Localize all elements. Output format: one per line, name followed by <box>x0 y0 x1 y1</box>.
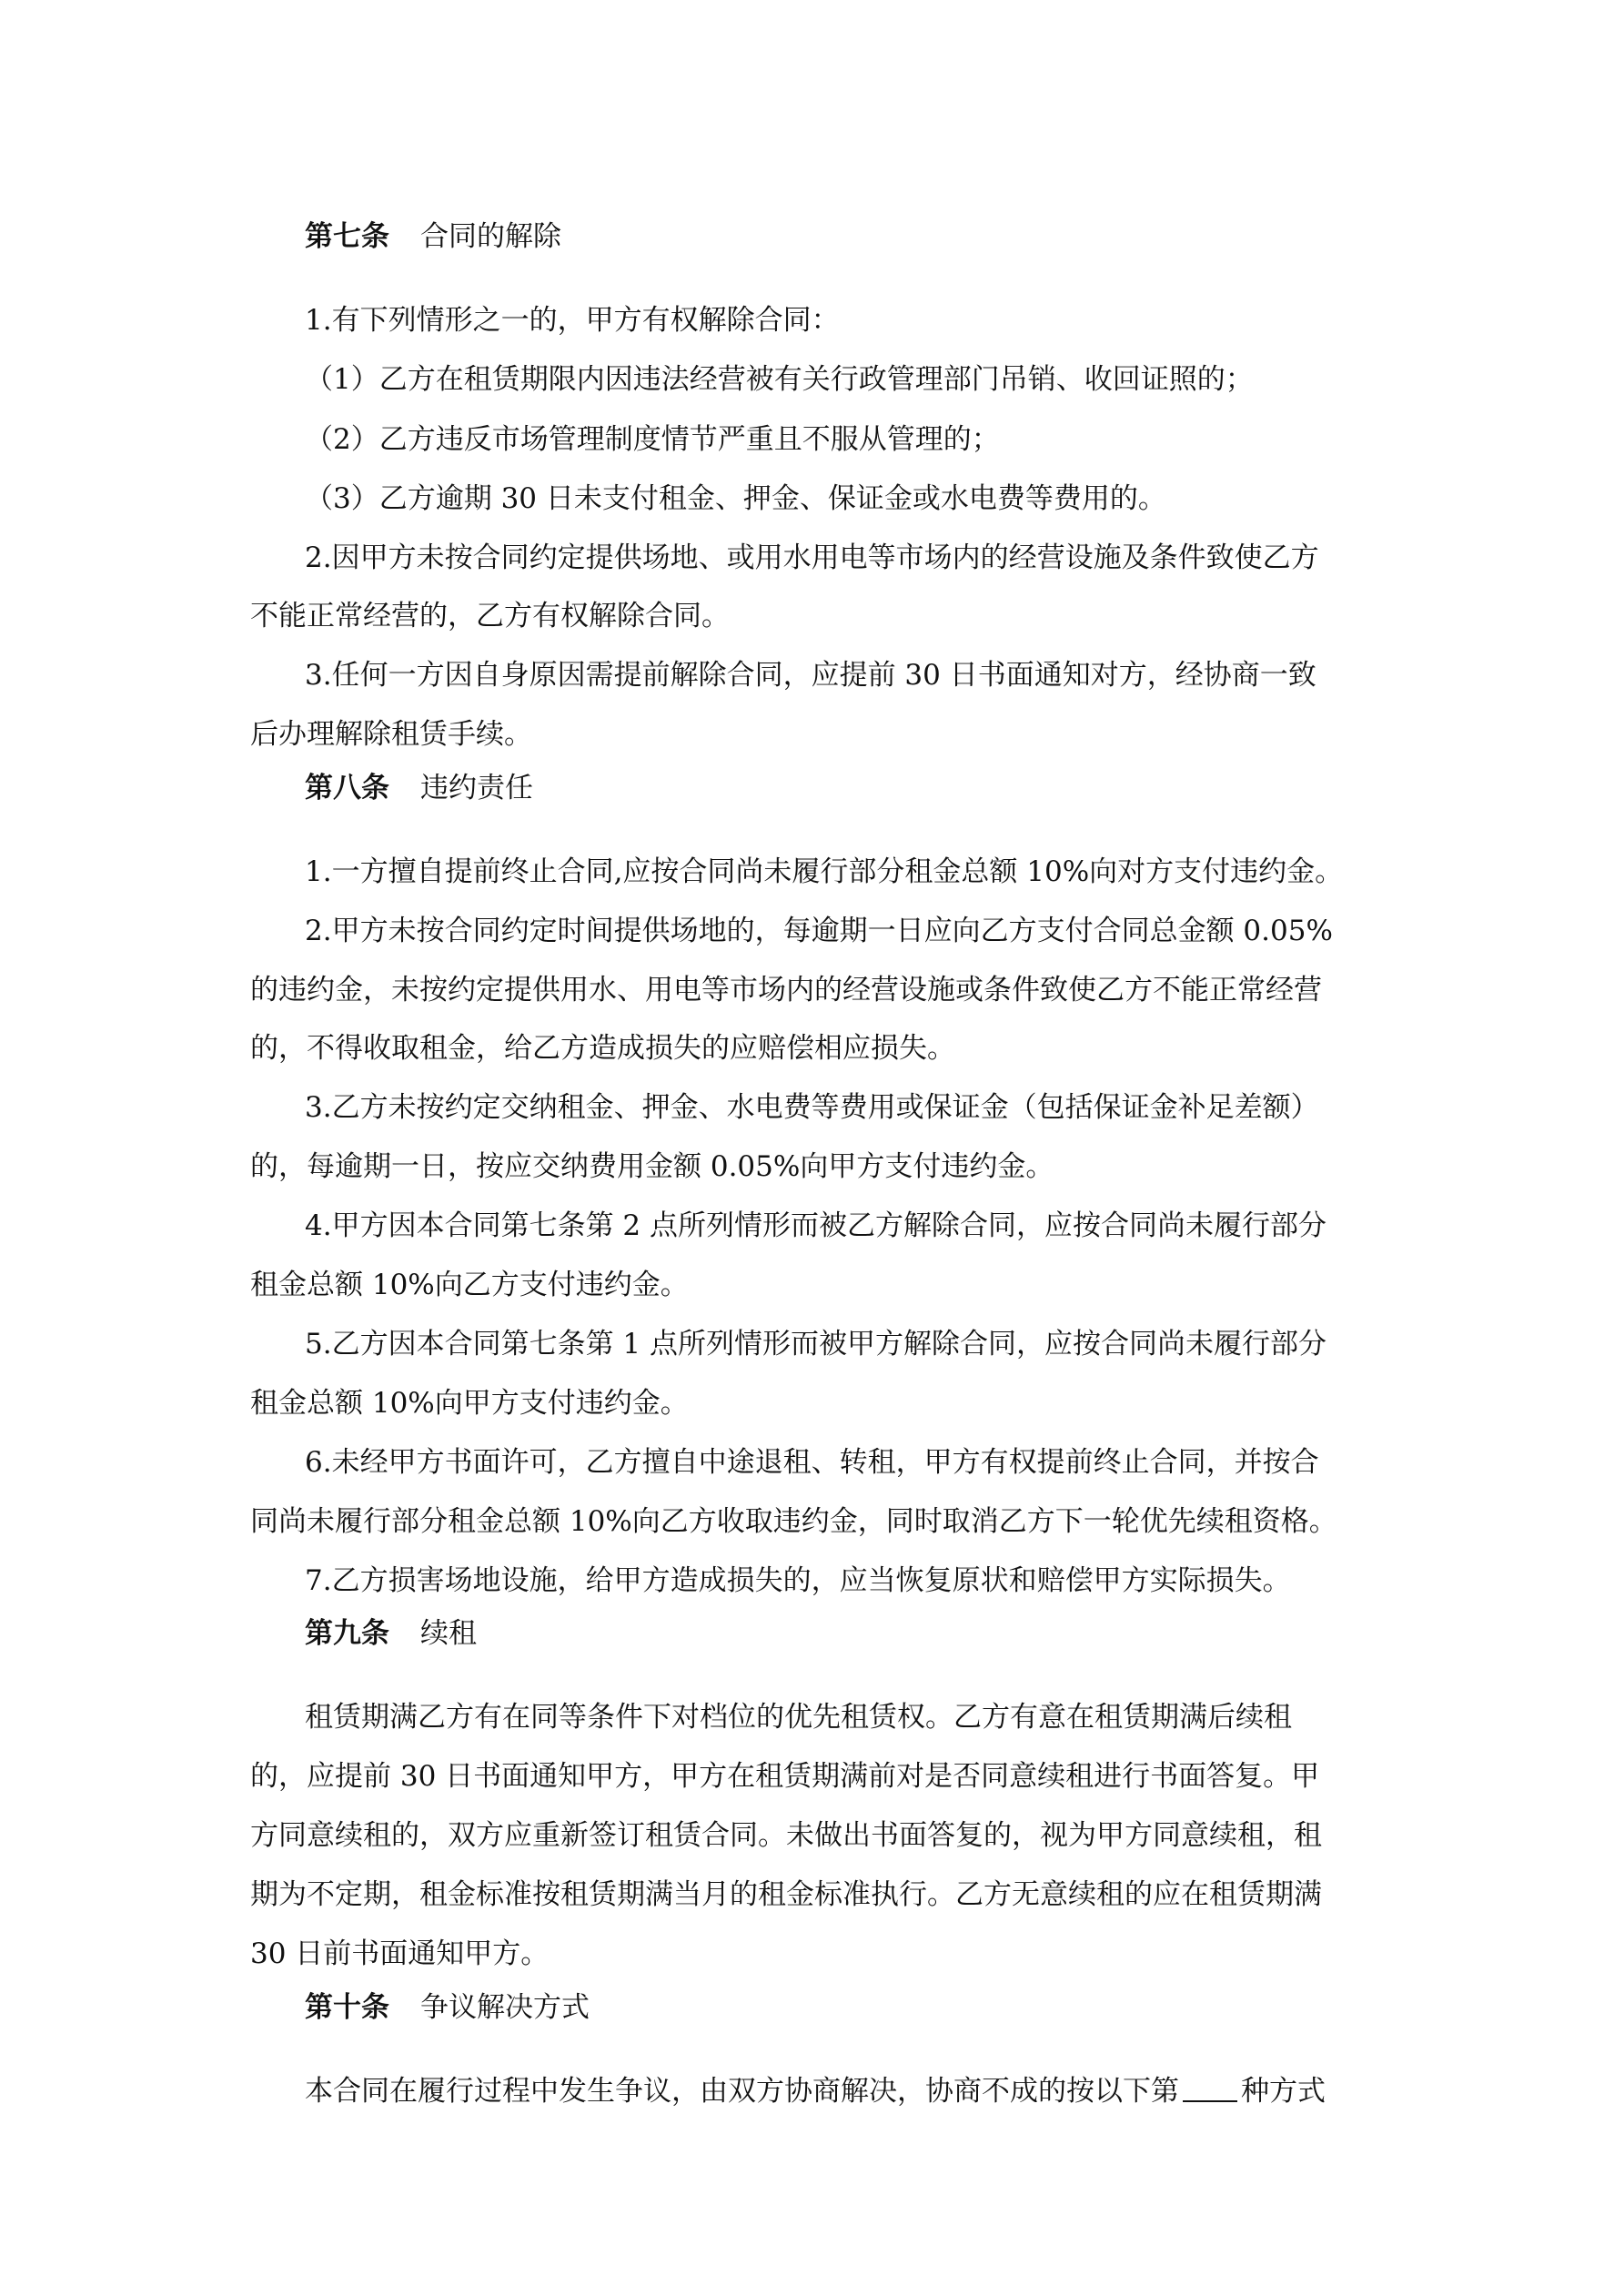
paragraph-line: 1.有下列情形之一的，甲方有权解除合同： <box>305 304 840 337</box>
paragraph-line: （3）乙方逾期 30 日未支付租金、押金、保证金或水电费等费用的。 <box>305 482 1166 515</box>
section-title: 争议解决方式 <box>420 1991 590 2024</box>
paragraph-line: 的，应提前 30 日书面通知甲方，甲方在租赁期满前对是否同意续租进行书面答复。甲 <box>250 1760 1320 1793</box>
paragraph-line: 方同意续租的，双方应重新签订租赁合同。未做出书面答复的，视为甲方同意续租，租 <box>250 1819 1322 1852</box>
paragraph-line: 期为不定期，租金标准按租赁期满当月的租金标准执行。乙方无意续租的应在租赁期满 <box>250 1878 1322 1911</box>
paragraph-line: 租赁期满乙方有在同等条件下对档位的优先租赁权。乙方有意在租赁期满后续租 <box>305 1701 1292 1734</box>
paragraph-line: （1）乙方在租赁期限内因违法经营被有关行政管理部门吊销、收回证照的； <box>305 363 1254 396</box>
paragraph-line: 的，不得收取租金，给乙方造成损失的应赔偿相应损失。 <box>250 1032 955 1065</box>
paragraph-line: 3.任何一方因自身原因需提前解除合同，应提前 30 日书面通知对方，经协商一致 <box>305 659 1316 692</box>
fill-in-blank <box>1183 2077 1237 2102</box>
section-title: 合同的解除 <box>420 220 561 253</box>
paragraph-line: 租金总额 10%向甲方支付违约金。 <box>250 1387 689 1420</box>
section-title: 续租 <box>420 1617 477 1650</box>
paragraph-line: 租金总额 10%向乙方支付违约金。 <box>250 1269 689 1301</box>
section-number: 第八条 <box>305 772 389 804</box>
section-number: 第七条 <box>305 220 389 253</box>
paragraph-line: 1.一方擅自提前终止合同,应按合同尚未履行部分租金总额 10%向对方支付违约金。 <box>305 855 1344 888</box>
paragraph-line: 6.未经甲方书面许可，乙方擅自中途退租、转租，甲方有权提前终止合同，并按合 <box>305 1446 1319 1479</box>
paragraph-text: 本合同在履行过程中发生争议，由双方协商解决，协商不成的按以下第 <box>305 2075 1179 2108</box>
paragraph-line: 的，每逾期一日，按应交纳费用金额 0.05%向甲方支付违约金。 <box>250 1150 1054 1183</box>
paragraph-line: 5.乙方因本合同第七条第 1 点所列情形而被甲方解除合同，应按合同尚未履行部分 <box>305 1328 1327 1360</box>
paragraph-line: 后办理解除租赁手续。 <box>250 718 532 751</box>
paragraph-line <box>305 2073 1326 2109</box>
paragraph-line: 的违约金，未按约定提供用水、用电等市场内的经营设施或条件致使乙方不能正常经营 <box>250 974 1322 1006</box>
paragraph-line: 同尚未履行部分租金总额 10%向乙方收取违约金，同时取消乙方下一轮优先续租资格。 <box>250 1505 1337 1538</box>
paragraph-line: 4.甲方因本合同第七条第 2 点所列情形而被乙方解除合同，应按合同尚未履行部分 <box>305 1209 1327 1242</box>
section-number: 第十条 <box>305 1991 389 2024</box>
paragraph-text: 种方式 <box>1241 2075 1326 2108</box>
paragraph-line: 7.乙方损害场地设施，给甲方造成损失的，应当恢复原状和赔偿甲方实际损失。 <box>305 1564 1291 1597</box>
section-heading <box>305 1989 590 2026</box>
paragraph-line: （2）乙方违反市场管理制度情节严重且不服从管理的； <box>305 423 1000 456</box>
paragraph-line: 不能正常经营的，乙方有权解除合同。 <box>250 600 730 632</box>
paragraph-line: 3.乙方未按约定交纳租金、押金、水电费等费用或保证金（包括保证金补足差额） <box>305 1091 1319 1124</box>
section-heading <box>305 770 533 806</box>
paragraph-line: 30 日前书面通知甲方。 <box>250 1937 550 1970</box>
section-heading <box>305 1615 477 1652</box>
paragraph-line: 2.因甲方未按合同约定提供场地、或用水用电等市场内的经营设施及条件致使乙方 <box>305 541 1319 574</box>
paragraph-line: 2.甲方未按合同约定时间提供场地的，每逾期一日应向乙方支付合同总金额 0.05% <box>305 915 1333 947</box>
section-number: 第九条 <box>305 1617 389 1650</box>
section-heading <box>305 218 561 255</box>
section-title: 违约责任 <box>420 772 533 804</box>
